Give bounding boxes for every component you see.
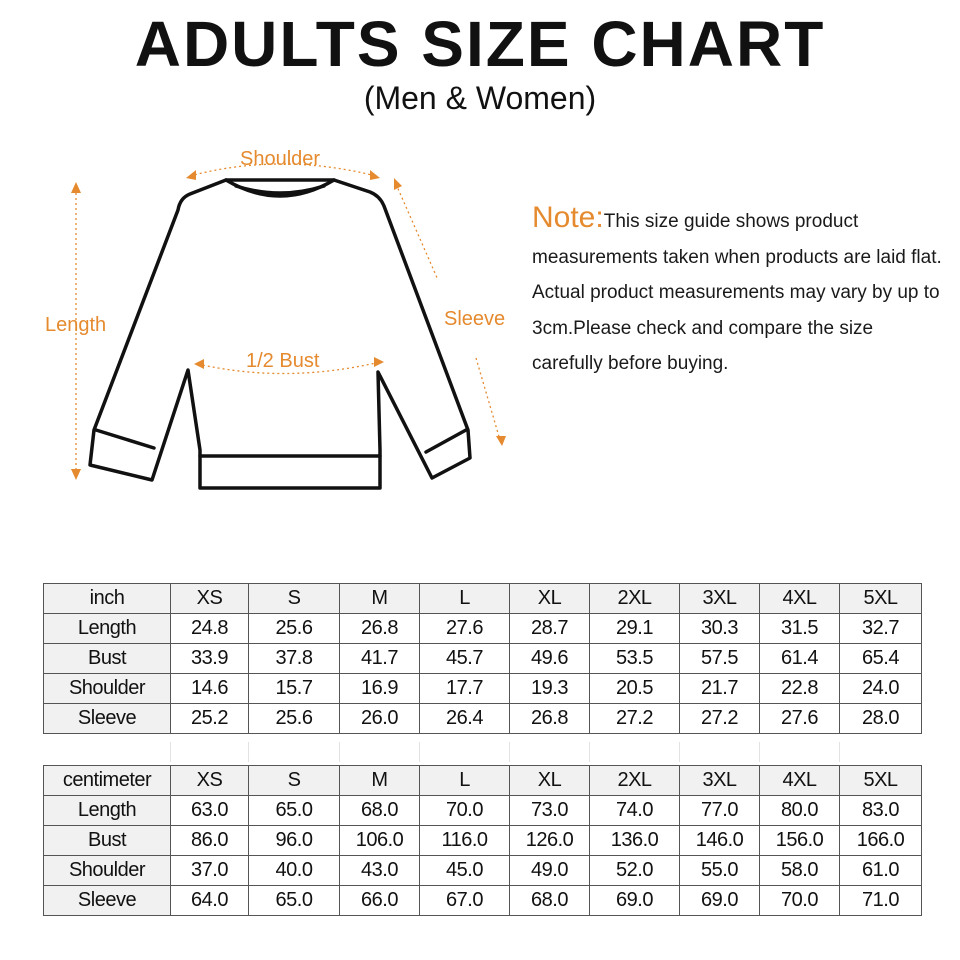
table-cell: 28.7 (510, 614, 590, 644)
table-row (44, 644, 922, 674)
note-text: This size guide shows product measurements taken when products are laid flat. Actual product measurements may vary by up to 3cm.Please check and compare the size carefully before buying. (532, 211, 942, 374)
table-cell: 17.7 (420, 674, 510, 704)
table-cell: 43.0 (340, 856, 420, 886)
size-header: L (420, 766, 510, 796)
size-header: S (249, 766, 340, 796)
table-cell: 64.0 (171, 886, 249, 916)
size-header: XS (171, 584, 249, 614)
note-label: Note: (532, 201, 604, 234)
table-cell: 68.0 (510, 886, 590, 916)
table-cell: 53.5 (590, 644, 680, 674)
table-cell: 37.0 (171, 856, 249, 886)
table-row (44, 796, 922, 826)
table-cell: 45.7 (420, 644, 510, 674)
size-header: 2XL (590, 584, 680, 614)
table-cell: 67.0 (420, 886, 510, 916)
table-cell: 65.0 (249, 886, 340, 916)
table-cell: 37.8 (249, 644, 340, 674)
size-note (532, 200, 942, 382)
row-label: Sleeve (44, 886, 171, 916)
table-cell: 74.0 (590, 796, 680, 826)
size-header: XL (510, 584, 590, 614)
table-cell: 146.0 (680, 826, 760, 856)
table-cell: 26.0 (340, 704, 420, 734)
table-cell: 45.0 (420, 856, 510, 886)
table-cell: 166.0 (840, 826, 922, 856)
size-header: 3XL (680, 766, 760, 796)
table-cell: 25.6 (249, 704, 340, 734)
row-label: Bust (44, 826, 171, 856)
sleeve-label: Sleeve (444, 308, 506, 330)
table-cell: 126.0 (510, 826, 590, 856)
table-cell: 77.0 (680, 796, 760, 826)
table-cell: 52.0 (590, 856, 680, 886)
table-cell: 27.2 (590, 704, 680, 734)
table-cell: 61.0 (840, 856, 922, 886)
table-cell: 26.4 (420, 704, 510, 734)
sweatshirt-diagram (30, 140, 510, 500)
size-header: 2XL (590, 766, 680, 796)
size-header: 5XL (840, 584, 922, 614)
table-cell: 58.0 (760, 856, 840, 886)
table-row (44, 886, 922, 916)
table-row (44, 704, 922, 734)
table-cell: 57.5 (680, 644, 760, 674)
table-cell: 27.2 (680, 704, 760, 734)
size-header: XL (510, 766, 590, 796)
table-cell: 73.0 (510, 796, 590, 826)
table-row (44, 856, 922, 886)
table-header-row (44, 584, 922, 614)
table-cell: 26.8 (340, 614, 420, 644)
table-cell: 63.0 (171, 796, 249, 826)
table-cell: 55.0 (680, 856, 760, 886)
row-label: Sleeve (44, 704, 171, 734)
table-cell: 40.0 (249, 856, 340, 886)
table-cell: 27.6 (420, 614, 510, 644)
table-cell: 61.4 (760, 644, 840, 674)
size-header: 3XL (680, 584, 760, 614)
table-cell: 68.0 (340, 796, 420, 826)
table-cell: 49.6 (510, 644, 590, 674)
table-cell: 30.3 (680, 614, 760, 644)
table-cell: 22.8 (760, 674, 840, 704)
row-label: Shoulder (44, 856, 171, 886)
size-header: S (249, 584, 340, 614)
table-cell: 19.3 (510, 674, 590, 704)
size-header: L (420, 584, 510, 614)
unit-header: centimeter (44, 766, 171, 796)
table-cell: 20.5 (590, 674, 680, 704)
size-header: 5XL (840, 766, 922, 796)
table-cell: 156.0 (760, 826, 840, 856)
table-cell: 70.0 (760, 886, 840, 916)
table-cell: 25.2 (171, 704, 249, 734)
table-cell: 86.0 (171, 826, 249, 856)
table-cell: 28.0 (840, 704, 922, 734)
table-row (44, 826, 922, 856)
centimeter-size-table (43, 765, 922, 916)
table-row (44, 674, 922, 704)
table-cell: 65.0 (249, 796, 340, 826)
row-label: Shoulder (44, 674, 171, 704)
table-cell: 29.1 (590, 614, 680, 644)
table-cell: 24.0 (840, 674, 922, 704)
table-cell: 65.4 (840, 644, 922, 674)
table-cell: 66.0 (340, 886, 420, 916)
size-header: M (340, 766, 420, 796)
table-cell: 14.6 (171, 674, 249, 704)
table-cell: 80.0 (760, 796, 840, 826)
size-header: 4XL (760, 766, 840, 796)
row-label: Length (44, 614, 171, 644)
row-label: Bust (44, 644, 171, 674)
table-cell: 71.0 (840, 886, 922, 916)
table-cell: 106.0 (340, 826, 420, 856)
table-cell: 41.7 (340, 644, 420, 674)
table-cell: 96.0 (249, 826, 340, 856)
table-row (44, 614, 922, 644)
table-cell: 31.5 (760, 614, 840, 644)
table-cell: 15.7 (249, 674, 340, 704)
table-separator (43, 742, 921, 762)
size-header: M (340, 584, 420, 614)
table-cell: 24.8 (171, 614, 249, 644)
size-header: 4XL (760, 584, 840, 614)
size-header: XS (171, 766, 249, 796)
bust-label: 1/2 Bust (246, 350, 320, 372)
length-label: Length (45, 314, 107, 336)
table-cell: 16.9 (340, 674, 420, 704)
table-cell: 69.0 (680, 886, 760, 916)
table-cell: 33.9 (171, 644, 249, 674)
table-cell: 83.0 (840, 796, 922, 826)
shoulder-label: Shoulder (240, 148, 321, 170)
inch-size-table (43, 583, 922, 734)
table-cell: 27.6 (760, 704, 840, 734)
table-cell: 26.8 (510, 704, 590, 734)
table-cell: 49.0 (510, 856, 590, 886)
table-cell: 21.7 (680, 674, 760, 704)
page-title: ADULTS SIZE CHART (134, 8, 826, 80)
table-cell: 69.0 (590, 886, 680, 916)
row-label: Length (44, 796, 171, 826)
table-header-row (44, 766, 922, 796)
table-cell: 136.0 (590, 826, 680, 856)
table-cell: 70.0 (420, 796, 510, 826)
table-cell: 32.7 (840, 614, 922, 644)
unit-header: inch (44, 584, 171, 614)
table-cell: 116.0 (420, 826, 510, 856)
table-cell: 25.6 (249, 614, 340, 644)
page-subtitle: (Men & Women) (363, 80, 597, 116)
